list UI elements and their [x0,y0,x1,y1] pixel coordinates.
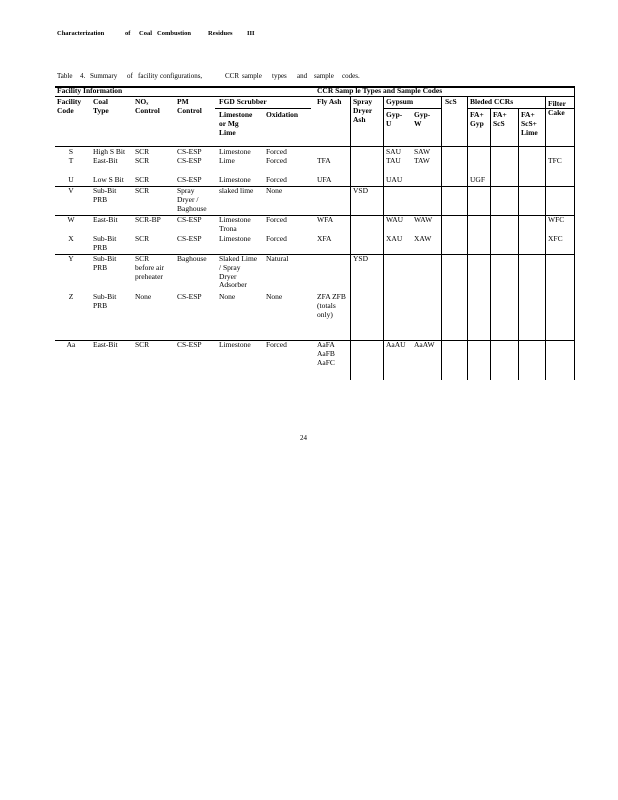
cell-nox: SCR-BP [135,215,161,224]
cell-ox: Forced [266,215,287,224]
header-word: Combustion [157,30,191,37]
cell-pm: CS-ESP [177,156,202,165]
cell-lime: Limestone Trona [219,215,251,233]
cell-gypu: AaAU [386,340,406,349]
cell-pm: CS-ESP [177,234,202,243]
cell-lime: None [219,292,236,301]
cell-filter: WFC [548,215,565,224]
caption-word: configurations, [160,72,203,80]
cell-pm: CS-ESP [177,340,202,349]
cell-nox: SCR before air preheater [135,254,164,281]
col-header-oxidation: Oxidation [266,110,299,119]
cell-code: Y [68,254,74,263]
cell-code: S [68,147,74,156]
cell-pm: Spray Dryer / Baghouse [177,186,207,213]
cell-fa: WFA [317,215,334,224]
cell-pm: CS-ESP [177,175,202,184]
rule-col [383,96,384,380]
cell-filter: XFC [548,234,563,243]
cell-fa: AaFA AaFB AaFC [317,340,335,367]
rule-row [55,215,575,216]
caption-word: CCR [225,72,240,80]
cell-ox: Forced [266,234,287,243]
cell-coal: East-Bit [93,340,118,349]
cell-gypu: XAU [386,234,403,243]
rule-row [55,186,575,187]
caption-word: of [127,72,133,80]
header-word: Coal [139,30,152,37]
cell-nox: SCR [135,147,150,156]
rule-col [490,108,491,380]
rule-col [350,96,351,380]
caption-word: 4. [80,72,86,80]
cell-code: V [68,186,74,195]
cell-gypu: WAU [386,215,404,224]
cell-coal: East-Bit [93,156,118,165]
header-word: of [125,30,131,37]
cell-nox: SCR [135,156,150,165]
col-header-fa-gyp: FA+ Gyp [470,110,484,128]
caption-word: and [297,72,308,80]
cell-fa: UFA [317,175,332,184]
col-header-spray-dryer-ash: Spray Dryer Ash [353,97,373,124]
caption-word: Table [57,72,73,80]
cell-code: U [68,175,74,184]
caption-word: types [272,72,287,80]
cell-coal: East-Bit [93,215,118,224]
cell-lime: Slaked Lime / Spray Dryer Adsorber [219,254,258,290]
cell-pm: CS-ESP [177,292,202,301]
cell-ox: None [266,186,283,195]
cell-fa: ZFA ZFB (totals only) [317,292,346,319]
col-header-blended-ccrs: Bleded CCRs [470,97,514,106]
cell-gypu: UAU [386,175,403,184]
cell-spray: YSD [353,254,369,263]
col-header-coal-type: Coal Type [93,97,109,115]
group-header-ccr: CCR Samp le Types and Sample Codes [317,86,443,95]
cell-ox: Forced [266,156,287,165]
cell-gypw: SAW [414,147,431,156]
cell-code: T [68,156,74,165]
col-header-nox-control: NOₓ Control [135,97,160,115]
page-number: 24 [300,434,307,442]
col-header-fa-scs: FA+ ScS [493,110,507,128]
cell-ox: Forced [266,175,287,184]
rule-col-right [574,86,575,380]
caption-word: Summary [90,72,118,80]
cell-pm: CS-ESP [177,147,202,156]
col-header-gyp-u: Gyp- U [386,110,403,128]
cell-code: Z [68,292,74,301]
caption-word: sample [242,72,262,80]
rule-col [441,96,442,380]
col-header-limestone: Limestone or Mg Lime [219,110,253,137]
rule-col [545,96,546,380]
rule-header-bottom [55,146,575,147]
col-header-gyp-w: Gyp- W [414,110,431,128]
cell-filter: TFC [548,156,562,165]
cell-ox: Forced [266,340,287,349]
facility-summary-table [55,86,575,380]
rule-col [518,108,519,380]
rule-fgd-sub [215,108,311,109]
col-header-pm-control: PM Control [177,97,202,115]
cell-lime: Limestone [219,234,251,243]
col-header-scs: ScS [445,97,457,106]
cell-coal: High S Bit [93,147,126,156]
col-header-fa-scs-lime: FA+ ScS+ Lime [521,110,538,137]
col-header-filter-cake: Filter Cake [548,99,566,117]
cell-ox: Natural [266,254,289,263]
cell-gypu: TAU [386,156,401,165]
cell-nox: None [135,292,152,301]
cell-nox: SCR [135,340,150,349]
rule-gypsum-sub [383,108,441,109]
cell-nox: SCR [135,186,150,195]
caption-word: sample [314,72,334,80]
cell-spray: VSD [353,186,369,195]
caption-word: codes. [342,72,360,80]
cell-ox: None [266,292,283,301]
caption-word: facility [138,72,158,80]
cell-fagyp: UGF [470,175,486,184]
cell-pm: CS-ESP [177,215,202,224]
cell-code: Aa [66,340,76,349]
cell-lime: slaked lime [219,186,254,195]
cell-gypw: WAW [414,215,433,224]
cell-lime: Limestone [219,340,251,349]
cell-gypw: TAW [414,156,430,165]
cell-fa: XFA [317,234,332,243]
cell-coal: Sub-Bit PRB [93,254,117,272]
col-header-gypsum: Gypsum [386,97,414,106]
cell-lime: Limestone [219,175,251,184]
cell-gypw: AaAW [414,340,435,349]
header-word: Residues [208,30,233,37]
cell-fa: TFA [317,156,331,165]
cell-code: X [68,234,74,243]
col-header-facility-code: Facility Code [57,97,82,115]
cell-coal: Sub-Bit PRB [93,292,117,310]
rule-row [55,254,575,255]
cell-nox: SCR [135,234,150,243]
cell-gypu: SAU [386,147,402,156]
rule-row [55,340,575,341]
col-header-fly-ash: Fly Ash [317,97,342,106]
header-word: Characterization [57,30,105,37]
group-header-facility: Facility Information [57,86,123,95]
cell-pm: Baghouse [177,254,207,263]
cell-ox: Forced [266,147,287,156]
cell-lime: Limestone [219,147,251,156]
cell-code: W [67,215,75,224]
cell-coal: Sub-Bit PRB [93,234,117,252]
rule-top [55,86,575,88]
cell-lime: Lime [219,156,235,165]
header-word: III [247,30,255,37]
col-header-fgd-scrubber: FGD Scrubber [219,97,267,106]
cell-coal: Sub-Bit PRB [93,186,117,204]
cell-nox: SCR [135,175,150,184]
cell-gypw: XAW [414,234,432,243]
cell-coal: Low S Bit [93,175,124,184]
rule-col [467,96,468,380]
